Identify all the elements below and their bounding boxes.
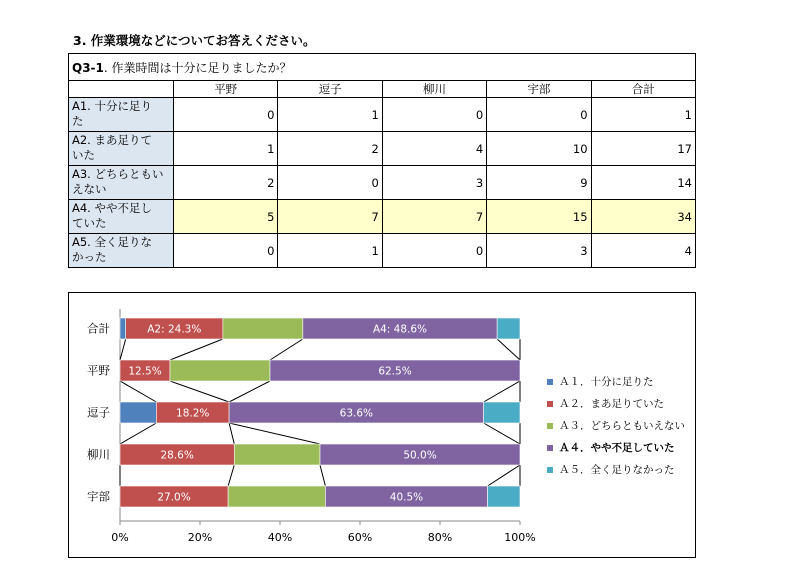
data-label: 40.5% bbox=[389, 491, 424, 504]
x-tick-label: 80% bbox=[427, 531, 453, 544]
legend-label: Ａ４．やや不足していた bbox=[559, 442, 675, 454]
data-label: 63.6% bbox=[339, 407, 374, 420]
legend-swatch bbox=[547, 467, 553, 473]
row-label: A4. やや不足し ていた bbox=[69, 200, 174, 234]
question-title bbox=[69, 54, 696, 81]
column-header: 逗子 bbox=[278, 81, 382, 98]
table-header-row bbox=[69, 81, 696, 98]
series-line bbox=[170, 381, 229, 402]
table-cell: 4 bbox=[591, 234, 695, 268]
series-line bbox=[120, 423, 156, 444]
table-cell: 14 bbox=[591, 166, 695, 200]
question-row bbox=[69, 54, 696, 81]
category-label: 合計 bbox=[87, 321, 110, 336]
table-cell: 9 bbox=[487, 166, 591, 200]
series-line bbox=[120, 381, 156, 402]
row-label: A1. 十分に足り た bbox=[69, 98, 174, 132]
x-tick-label: 20% bbox=[187, 531, 213, 544]
column-header: 柳川 bbox=[382, 81, 486, 98]
column-header: 合計 bbox=[591, 81, 695, 98]
table-cell: 34 bbox=[591, 200, 695, 234]
table-cell: 17 bbox=[591, 132, 695, 166]
bar-segment bbox=[234, 444, 320, 465]
table-cell: 0 bbox=[278, 166, 382, 200]
legend-label: Ａ５．全く足りなかった bbox=[559, 464, 675, 476]
table-cell: 0 bbox=[382, 234, 486, 268]
legend-swatch bbox=[547, 423, 553, 429]
table-row bbox=[69, 166, 696, 200]
table-cell: 1 bbox=[278, 234, 382, 268]
table-cell: 7 bbox=[382, 200, 486, 234]
table-cell: 4 bbox=[382, 132, 486, 166]
table-cell: 0 bbox=[382, 98, 486, 132]
series-line bbox=[120, 339, 126, 360]
table-row bbox=[69, 98, 696, 132]
data-label: 18.2% bbox=[176, 407, 210, 420]
bar-segment bbox=[497, 318, 520, 339]
series-line bbox=[484, 381, 520, 402]
table-cell: 10 bbox=[487, 132, 591, 166]
category-label: 平野 bbox=[87, 363, 110, 378]
table-cell: 3 bbox=[382, 166, 486, 200]
data-label: 27.0% bbox=[157, 491, 191, 504]
series-line bbox=[270, 339, 303, 360]
series-line bbox=[488, 465, 520, 486]
column-header: 平野 bbox=[174, 81, 278, 98]
legend-swatch bbox=[547, 379, 553, 385]
series-line bbox=[170, 339, 223, 360]
data-label: A4: 48.6% bbox=[372, 323, 428, 336]
table-cell: 7 bbox=[278, 200, 382, 234]
legend-swatch bbox=[547, 445, 553, 451]
x-tick-label: 100% bbox=[504, 531, 536, 544]
table-cell: 5 bbox=[174, 200, 278, 234]
series-line bbox=[484, 423, 520, 444]
bar-segment bbox=[228, 486, 325, 507]
data-label: 50.0% bbox=[403, 449, 437, 462]
x-tick-label: 40% bbox=[267, 531, 293, 544]
data-label: 62.5% bbox=[378, 365, 412, 378]
series-line bbox=[229, 381, 270, 402]
table-cell: 2 bbox=[278, 132, 382, 166]
question-text: . 作業時間は十分に足りましたか？ bbox=[103, 60, 292, 75]
series-line bbox=[229, 423, 234, 444]
table-row-highlighted bbox=[69, 200, 696, 234]
table-cell: 2 bbox=[174, 166, 278, 200]
bar-segment bbox=[488, 486, 520, 507]
bar-segment bbox=[120, 318, 126, 339]
legend-label: Ａ２．まあ足りていた bbox=[559, 398, 664, 410]
data-label: A2: 24.3% bbox=[147, 323, 202, 336]
bar-segment bbox=[484, 402, 520, 423]
table-cell: 3 bbox=[487, 234, 591, 268]
response-table bbox=[68, 53, 696, 268]
stacked-bar-chart bbox=[69, 293, 695, 557]
table-cell: 1 bbox=[591, 98, 695, 132]
x-tick-label: 0% bbox=[111, 531, 129, 544]
series-line bbox=[229, 423, 320, 444]
data-label: 12.5% bbox=[128, 365, 162, 378]
legend-label: Ａ１．十分に足りた bbox=[559, 376, 654, 388]
legend-label: Ａ３．どちらともいえない bbox=[559, 420, 685, 432]
bar-segment bbox=[223, 318, 303, 339]
bar-segment bbox=[170, 360, 270, 381]
table-cell: 1 bbox=[278, 98, 382, 132]
x-tick-label: 60% bbox=[347, 531, 373, 544]
table-cell: 15 bbox=[487, 200, 591, 234]
series-line bbox=[320, 465, 325, 486]
category-label: 逗子 bbox=[87, 405, 110, 420]
table-cell: 0 bbox=[487, 98, 591, 132]
row-label: A3. どちらともい えない bbox=[69, 166, 174, 200]
section-heading: 3. 作業環境などについてお答えください。 bbox=[73, 33, 316, 48]
category-label: 宇部 bbox=[87, 489, 110, 504]
series-line bbox=[228, 465, 234, 486]
bar-segment bbox=[120, 402, 156, 423]
table-cell: 1 bbox=[174, 132, 278, 166]
row-label: A2. まあ足りて いた bbox=[69, 132, 174, 166]
table-row bbox=[69, 132, 696, 166]
column-header: 宇部 bbox=[487, 81, 591, 98]
header-corner bbox=[69, 81, 174, 98]
row-label: A5. 全く足りな かった bbox=[69, 234, 174, 268]
legend-swatch bbox=[547, 401, 553, 407]
data-label: 28.6% bbox=[160, 449, 194, 462]
table-cell: 0 bbox=[174, 98, 278, 132]
table-cell: 0 bbox=[174, 234, 278, 268]
question-code: Q3-1 bbox=[72, 60, 104, 75]
chart-frame bbox=[68, 292, 696, 558]
series-line bbox=[497, 339, 520, 360]
table-row bbox=[69, 234, 696, 268]
category-label: 柳川 bbox=[87, 447, 110, 462]
